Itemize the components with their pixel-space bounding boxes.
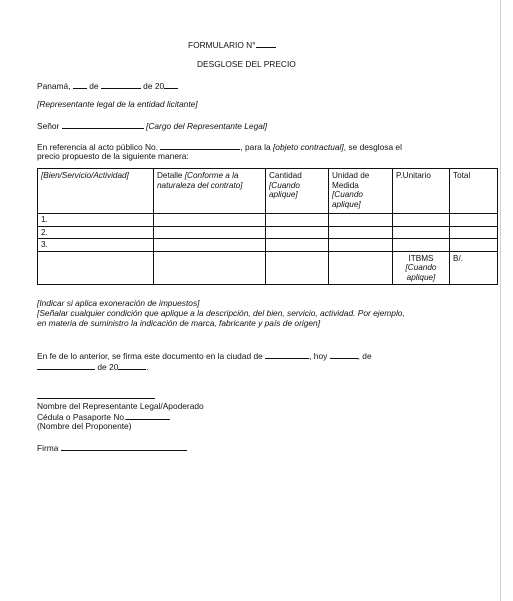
fe-line-1 [37,350,372,361]
itbms-cell [393,251,450,285]
proponente-label: (Nombre del Proponente) [37,421,132,431]
de-label-2: de 20 [143,81,165,91]
firma-blank [61,442,187,451]
cargo-placeholder: [Cargo del Representante Legal] [146,121,268,131]
cedula-label: Cédula o Pasaporte No. [37,412,127,422]
notes-line-1: [Indicar si aplica exoneración de impuestos] [37,298,200,308]
city-blank [265,350,309,359]
table-cell [38,251,154,285]
month-blank [101,80,141,89]
table-cell [393,239,450,252]
fe-month-blank [37,361,95,370]
notes-line-3: en materia de suministro la indicación de marca, fabricante y país de origen] [37,318,321,328]
table-cell [154,226,266,239]
rep-legal-placeholder: [Representante legal de la entidad licitante] [37,99,198,109]
fe-text-d: de 20 [97,362,119,372]
referencia-text-b: , para la [240,142,271,152]
today-blank [330,350,358,359]
notes-line-2: [Señalar cualquier condición que aplique a la descripción, del bien, servicio, actividad. Por ejemplo, [37,308,405,318]
de-label-1: de [89,81,99,91]
table-cell [329,251,393,285]
header-unidad-note: [Cuando aplique] [332,190,363,209]
header-cantidad-note: [Cuando aplique] [269,180,300,199]
table-cell [450,214,498,227]
page-edge [500,0,501,601]
itbms-note: [Cuando aplique] [405,263,437,282]
table-cell [266,251,329,285]
table-footer-row [38,251,498,285]
row-number: 2. [38,226,154,239]
table-cell [266,239,329,252]
fe-line-2 [37,361,149,372]
day-blank [73,80,87,89]
city-label: Panamá, [37,81,71,91]
header-bien-text: [Bien/Servicio/Actividad] [41,171,129,180]
table-row [38,239,498,252]
table-cell [154,214,266,227]
fe-text-a: En fe de lo anterior, se firma este documento en la ciudad de [37,351,263,361]
table-row [38,226,498,239]
table-cell [393,214,450,227]
nombre-rep-label: Nombre del Representante Legal/Apoderado [37,401,204,411]
header-unidad-text: Unidad de Medida [332,171,370,190]
table-cell [329,239,393,252]
senor-name-blank [62,120,144,129]
fe-year-blank [118,361,149,372]
header-detalle [154,169,266,214]
referencia-line-2: precio propuesto de la siguiente manera: [37,151,189,161]
table-cell [393,226,450,239]
referencia-text-d: , se desglosa el [343,142,402,152]
header-punitario-text: P.Unitario [396,171,431,180]
header-total [450,169,498,214]
objeto-placeholder: [objeto contractual] [272,142,344,152]
header-unidad [329,169,393,214]
table-cell [450,239,498,252]
header-detalle-text: Detalle [157,171,183,180]
senor-line [37,120,267,131]
header-detalle-note: [Conforme a la naturaleza del contrato] [157,171,243,190]
header-cantidad [266,169,329,214]
fe-text-b: , hoy [309,351,328,361]
firma-label: Firma [37,443,59,453]
table-cell [450,226,498,239]
place-date-line [37,80,178,91]
doc-subtitle: DESGLOSE DEL PRECIO [197,59,296,69]
cedula-blank [126,411,170,420]
table-cell [329,226,393,239]
row-number: 1. [38,214,154,227]
signature-rule [37,398,155,399]
form-number-blank [256,39,276,48]
table-cell [266,226,329,239]
price-breakdown-table [37,168,498,285]
header-bien [38,169,154,214]
table-row [38,214,498,227]
table-cell [154,251,266,285]
currency-cell: B/. [450,251,498,285]
referencia-text-a: En referencia al acto público No. [37,142,159,152]
form-number-line [188,39,276,50]
header-punitario [393,169,450,214]
table-cell [266,214,329,227]
itbms-label: ITBMS [408,253,434,263]
table-cell [329,214,393,227]
table-cell [154,239,266,252]
senor-label: Señor [37,121,60,131]
year-blank [164,80,178,89]
firma-line [37,442,187,453]
row-number: 3. [38,239,154,252]
header-cantidad-text: Cantidad [269,171,302,180]
form-number-label: FORMULARIO N° [188,40,256,50]
table-header-row [38,169,498,214]
fe-text-c: , de [357,351,372,361]
acto-blank [160,141,240,150]
header-total-text: Total [453,171,471,180]
fe-text-e: . [146,362,149,372]
